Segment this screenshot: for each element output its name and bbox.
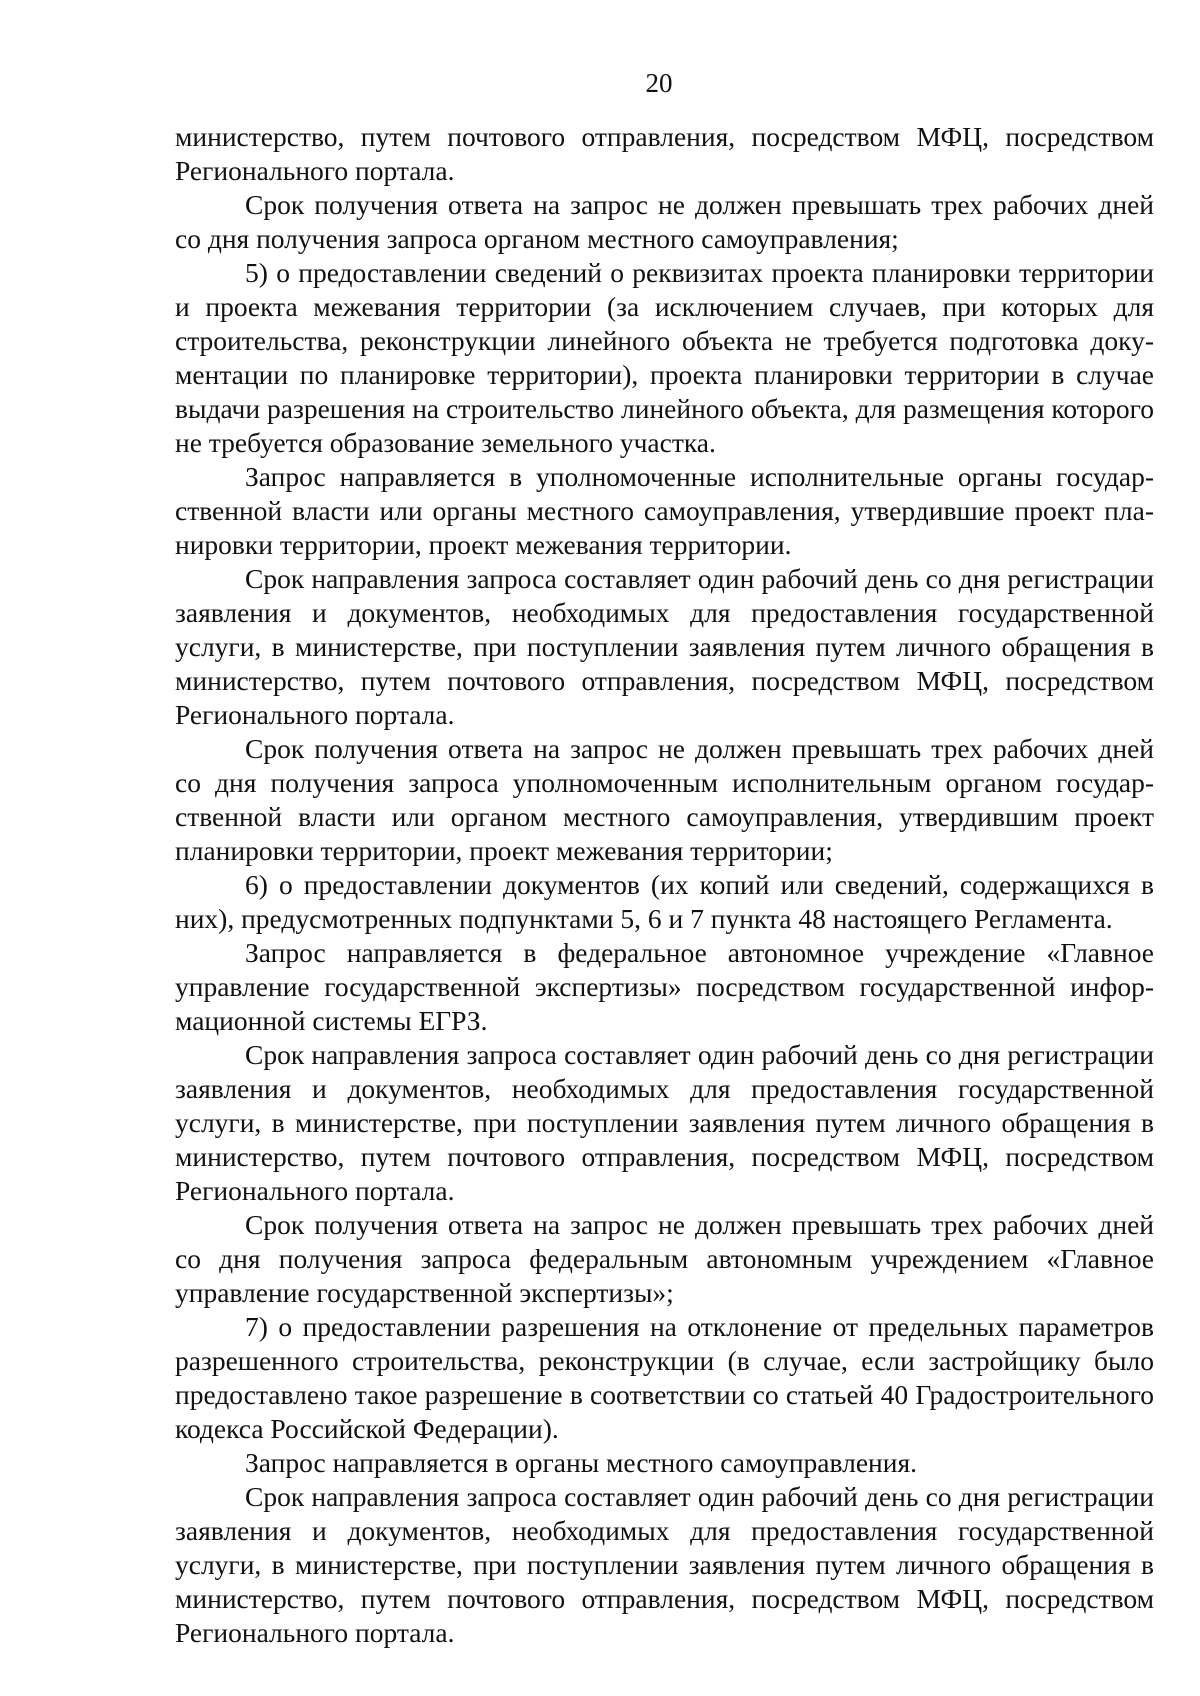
page-number: 20 (645, 68, 673, 98)
paragraph-item-5: 5) о предоставлении сведений о реквизитах проекта планировки территории и проекта межевания территории (за исключением случаев, при которых для строительства, реконструкции линейного объекта не требуется подготовка документации по планировке территории), проекта планировки территории в случае выдачи разрешения на строительство линейного объекта, для размещения которого не требуется образование земельного участка. (175, 257, 1154, 458)
paragraph-response-deadline-planning: Срок получения ответа на запрос не должен превышать трех рабочих дней со дня получения запроса уполномоченным исполнительным органом государственной власти или органом местного самоуправления, утвердившим проект планировки территории, проект межевания территории; (175, 733, 1154, 866)
document-body (175, 120, 1154, 1650)
paragraph-item-7: 7) о предоставлении разрешения на отклонение от предельных параметров разрешенного строительства, реконструкции (в случае, если застройщику было предоставлено такое разрешение в соответствии со статьей 40 Градостроительного кодекса Российской Федерации). (175, 1311, 1154, 1444)
paragraph-request-recipient-local: Запрос направляется в органы местного самоуправления. (245, 1447, 918, 1478)
paragraph-request-recipient-expertise: Запрос направляется в федеральное автономное учреждение «Главное управление государственной экспертизы» посредством государственной информационной системы ЕГРЗ. (175, 937, 1154, 1036)
paragraph-response-deadline-local: Срок получения ответа на запрос не должен превышать трех рабочих дней со дня получения запроса органом местного самоуправления; (175, 189, 1154, 254)
paragraph-request-deadline: Срок направления запроса составляет один рабочий день со дня регистрации заявления и документов, необходимых для предоставления государственной услуги, в министерстве, при поступлении заявления путем личного обращения в министерство, путем почтового отправления, посредством МФЦ, посредством Регионального портала. (175, 1039, 1154, 1206)
paragraph-response-deadline-expertise: Срок получения ответа на запрос не должен превышать трех рабочих дней со дня получения запроса федеральным автономным учреждением «Главное управление государственной экспертизы»; (175, 1209, 1154, 1308)
paragraph-request-deadline: Срок направления запроса составляет один рабочий день со дня регистрации заявления и документов, необходимых для предоставления государственной услуги, в министерстве, при поступлении заявления путем личного обращения в министерство, путем почтового отправления, посредством МФЦ, посредством Регионального портала. (175, 563, 1154, 730)
paragraph-request-deadline: Срок направления запроса составляет один рабочий день со дня регистрации заявления и документов, необходимых для предоставления государственной услуги, в министерстве, при поступлении заявления путем личного обращения в министерство, путем почтового отправления, посредством МФЦ, посредством Регионального портала. (175, 1481, 1154, 1648)
paragraph-item-6: 6) о предоставлении документов (их копий или сведений, содержащихся в них), предусмотренных подпунктами 5, 6 и 7 пункта 48 настоящего Регламента. (175, 869, 1154, 934)
paragraph-continuation: министерство, путем почтового отправления, посредством МФЦ, посредством Регионального портала. (175, 121, 1154, 186)
paragraph-request-recipients-planning: Запрос направляется в уполномоченные исполнительные органы государственной власти или органы местного самоуправления, утвердившие проект планировки территории, проект межевания территории. (175, 461, 1154, 560)
